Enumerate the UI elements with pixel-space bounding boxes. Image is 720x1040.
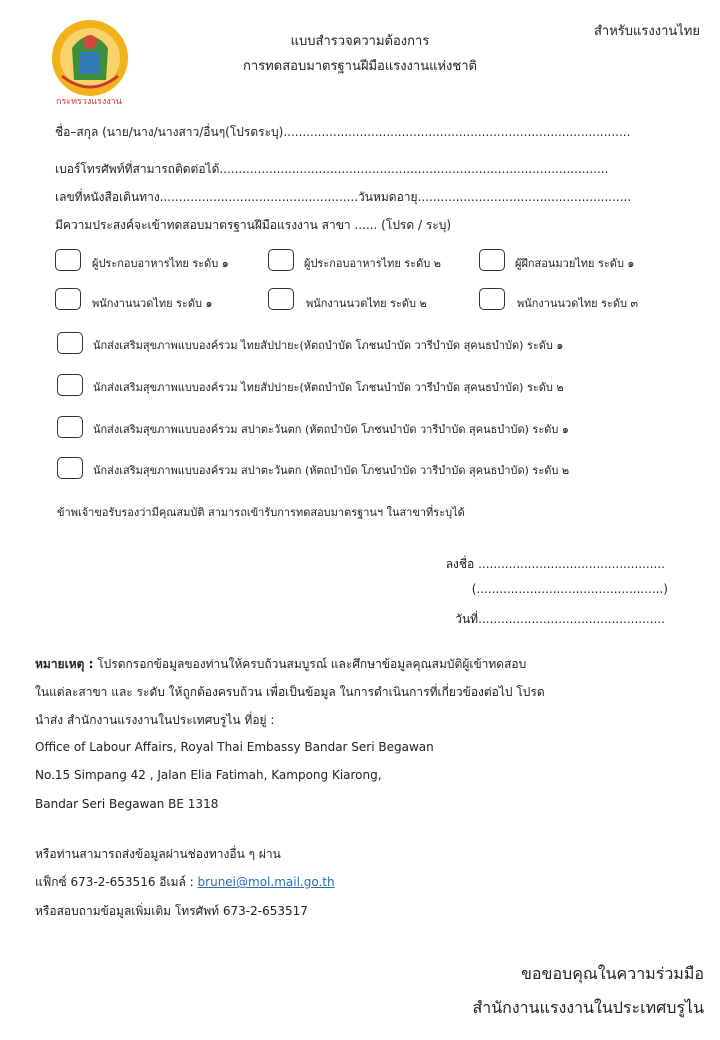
certify-text: ข้าพเจ้าขอรับรองว่ามีคุณสมบัติ สามารถเข้ารับการทดสอบมาตรฐานฯ ในสาขาที่ระบุได้: [57, 506, 465, 519]
for-thai-workers-label: สำหรับแรงงานไทย: [593, 24, 700, 39]
option-label-9: นักส่งเสริมสุขภาพแบบองค์รวม สปาตะวันตก (หัตถบำบัด โภชนบำบัด วารีบำบัด สุคนธบำบัด) ระดับ ๑: [93, 423, 569, 436]
option-label-4: พนักงานนวดไทย ระดับ ๑: [92, 297, 213, 310]
note-text-1: โปรดกรอกข้อมูลของท่านให้ครบถ้วนสมบูรณ์ และศึกษาข้อมูลคุณสมบัติผู้เข้าทดสอบ: [93, 657, 527, 671]
option-checkbox-6[interactable]: [479, 288, 505, 310]
option-checkbox-10[interactable]: [57, 457, 83, 479]
contact-line-2: [35, 873, 335, 892]
address-line-2: No.15 Simpang 42 , Jalan Elia Fatimah, Kampong Kiarong,: [35, 768, 382, 782]
option-checkbox-2[interactable]: [268, 249, 294, 271]
purpose-text: มีความประสงค์จะเข้าทดสอบมาตรฐานฝีมือแรงงาน สาขา ...... (โปรด / ระบุ): [55, 218, 452, 232]
option-label-1: ผู้ประกอบอาหารไทย ระดับ ๑: [92, 257, 229, 270]
note-line-1: [35, 655, 526, 674]
address-line-1: Office of Labour Affairs, Royal Thai Embassy Bandar Seri Begawan: [35, 740, 434, 754]
signature-line[interactable]: ลงชื่อ .................................................: [445, 557, 665, 571]
note-label: หมายเหตุ :: [35, 657, 94, 671]
option-checkbox-8[interactable]: [57, 374, 83, 396]
option-checkbox-7[interactable]: [57, 332, 83, 354]
logo-text: กระทรวงแรงงาน: [56, 97, 122, 107]
address-line-3: Bandar Seri Begawan BE 1318: [35, 797, 219, 811]
option-label-3: ผู้ฝึกสอนมวยไทย ระดับ ๑: [515, 257, 635, 270]
option-label-5: พนักงานนวดไทย ระดับ ๒: [306, 297, 427, 310]
signature-name-line[interactable]: (.................................................): [471, 582, 668, 596]
phone-field[interactable]: เบอร์โทรศัพท์ที่สามารถติดต่อได้......................................................................................................: [55, 162, 609, 176]
name-field[interactable]: ชื่อ–สกุล (นาย/นาง/นางสาว/อื่นๆ(โปรดระบุ)...........................................................................................: [55, 125, 631, 139]
option-checkbox-4[interactable]: [55, 288, 81, 310]
note-line-3: นำส่ง สำนักงานแรงงานในประเทศบรูไน ที่อยู่ :: [35, 713, 275, 727]
option-label-6: พนักงานนวดไทย ระดับ ๓: [517, 297, 639, 310]
form-title: แบบสำรวจความต้องการ: [290, 34, 430, 49]
option-checkbox-9[interactable]: [57, 416, 83, 438]
option-checkbox-3[interactable]: [479, 249, 505, 271]
thanks-text: ขอขอบคุณในความร่วมมือ: [520, 964, 704, 983]
form-subtitle: การทดสอบมาตรฐานฝีมือแรงงานแห่งชาติ: [243, 59, 477, 74]
office-text: สำนักงานแรงงานในประเทศบรูไน: [472, 998, 704, 1017]
email-link[interactable]: brunei@mol.mail.go.th: [197, 875, 335, 889]
option-checkbox-5[interactable]: [268, 288, 294, 310]
option-label-8: นักส่งเสริมสุขภาพแบบองค์รวม ไทยสัปปายะ(หัตถบำบัด โภชนบำบัด วารีบำบัด สุคนธบำบัด) ระดับ ๒: [93, 381, 564, 394]
option-label-10: นักส่งเสริมสุขภาพแบบองค์รวม สปาตะวันตก (หัตถบำบัด โภชนบำบัด วารีบำบัด สุคนธบำบัด) ระดับ ๒: [93, 464, 570, 477]
option-label-7: นักส่งเสริมสุขภาพแบบองค์รวม ไทยสัปปายะ(หัตถบำบัด โภชนบำบัด วารีบำบัด สุคนธบำบัด) ระดับ ๑: [93, 339, 564, 352]
signature-date-line[interactable]: วันที่.................................................: [455, 612, 665, 626]
note-line-2: ในแต่ละสาขา และ ระดับ ให้ถูกต้องครบถ้วน เพื่อเป็นข้อมูล ในการดำเนินการที่เกี่ยวข้องต่อไป โปรด: [35, 685, 545, 699]
fax-text: แฟ็กซ์ 673-2-653516 อีเมล์ :: [35, 875, 198, 889]
contact-line-3: หรือสอบถามข้อมูลเพิ่มเติม โทรศัพท์ 673-2-653517: [35, 904, 308, 918]
option-label-2: ผู้ประกอบอาหารไทย ระดับ ๒: [304, 257, 442, 270]
passport-field[interactable]: เลขที่หนังสือเดินทาง....................................................วันหมดอายุ........................................................: [55, 190, 632, 204]
contact-line-1: หรือท่านสามารถส่งข้อมูลผ่านช่องทางอื่น ๆ ผ่าน: [35, 847, 281, 861]
option-checkbox-1[interactable]: [55, 249, 81, 271]
